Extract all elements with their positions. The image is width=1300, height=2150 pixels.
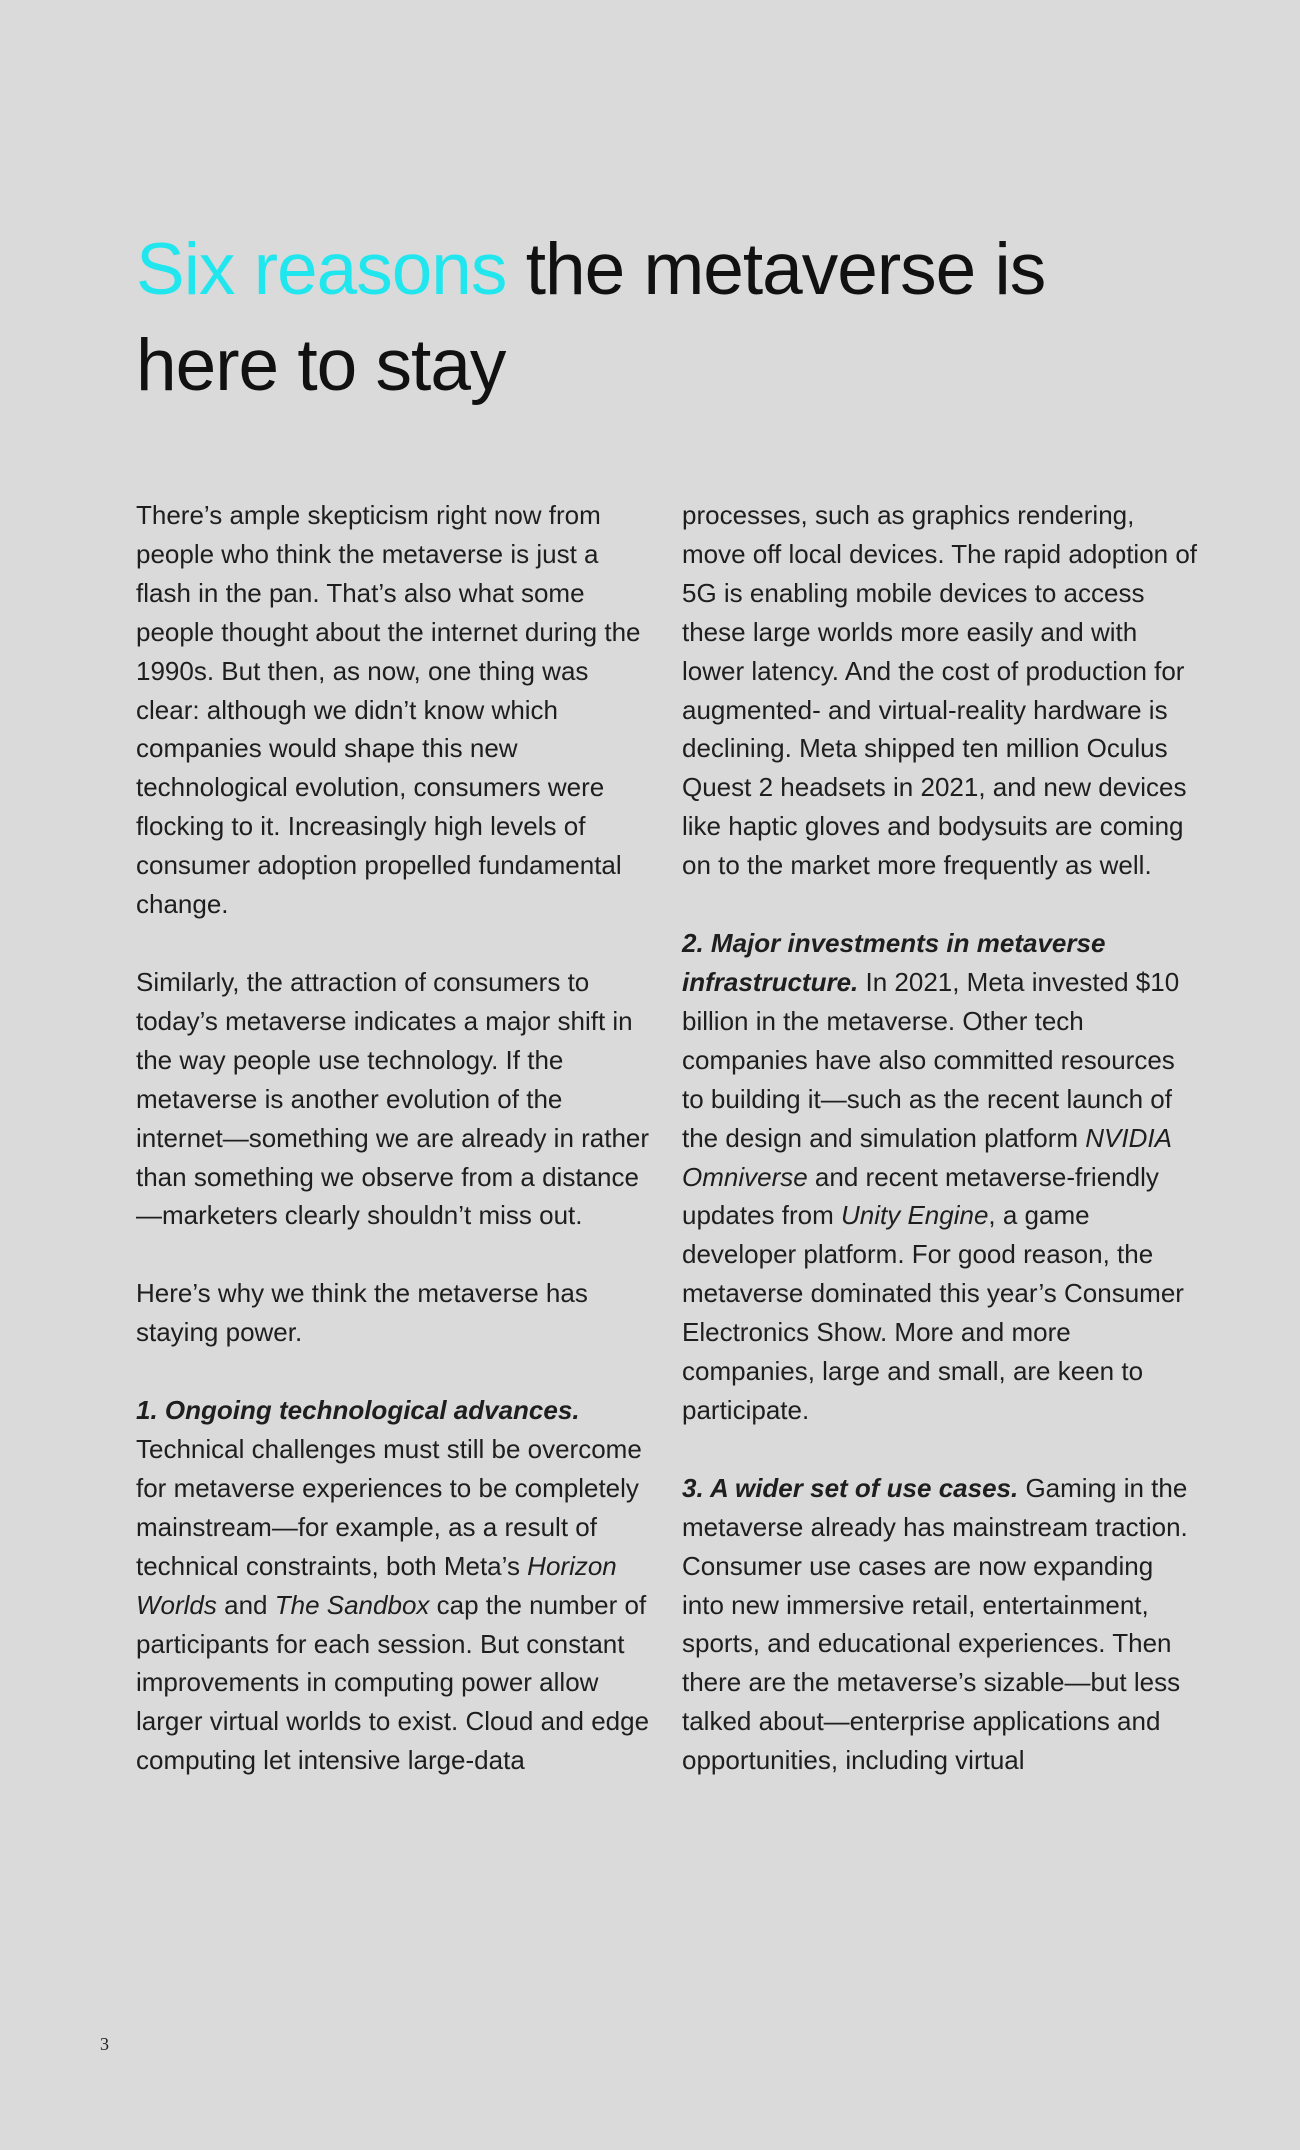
reason-1-text-c: cap the number of participants for each session. But constant improvements in computing power allow larger virtual worlds to exist. Cloud and edge computing let intensive large-data xyxy=(136,1589,650,1776)
continuation-paragraph: processes, such as graphics rendering, move off local devices. The rapid adoption of 5G is enabling mobile devices to access these large worlds more easily and with lower latency. And the cost of production for augmented- and virtual-reality hardware is declining. Meta shipped ten million Oculus Quest 2 headsets in 2021, and new devices like haptic gloves and bodysuits are coming on to the market more frequently as well. xyxy=(682,500,1198,881)
reason-2-text-c: , a game developer platform. For good reason, the metaverse dominated this year’s Consumer Electronics Show. More and more companies, large and small, are keen to participate. xyxy=(682,1200,1184,1425)
reason-2-text-b: and recent metaverse-friendly updates from xyxy=(682,1161,1159,1231)
intro-paragraph: There’s ample skepticism right now from people who think the metaverse is just a flash in the pan. That’s also what some people thought about the internet during the 1990s. But then, as now, one thing was clear: although we didn’t know which companies would shape this new technological evolution, consumers were flocking to it. Increasingly high levels of consumer adoption propelled fundamental change. xyxy=(136,500,641,920)
reason-1-text-b: and xyxy=(216,1589,275,1620)
reason-3-paragraph xyxy=(682,1469,1202,1780)
reason-2-text-a: In 2021, Meta invested $10 billion in the metaverse. Other tech companies have also committed resources to building it—such as the recent launch of the design and simulation platform xyxy=(682,966,1180,1153)
reason-1-italic-b: The Sandbox xyxy=(274,1589,430,1620)
reason-1-paragraph xyxy=(136,1391,656,1780)
reason-3-heading: 3. A wider set of use cases. xyxy=(682,1472,1019,1503)
reason-1-italic-a: Horizon Worlds xyxy=(136,1550,617,1620)
reason-2-italic-a: NVIDIA Omniverse xyxy=(682,1122,1171,1192)
reason-3-text: Gaming in the metaverse already has mainstream traction. Consumer use cases are now expanding into new immersive retail, entertainment, sports, and educational experiences. Then there are the metaverse’s sizable—but less talked about—enterprise applications and opportunities, including virtual xyxy=(682,1472,1188,1776)
title-rest: the metaverse is here to stay xyxy=(136,229,1046,406)
title-accent: Six reasons xyxy=(136,229,507,310)
reason-2-heading: 2. Major investments in metaverse infrastructure. xyxy=(682,928,1106,997)
right-column xyxy=(682,496,1202,1780)
page-number: 3 xyxy=(100,2034,109,2054)
reason-1-text-a: Technical challenges must still be overcome for metaverse experiences to be completely mainstream—for example, as a result of technical constraints, both Meta’s xyxy=(136,1434,642,1581)
staying-power-paragraph: Here’s why we think the metaverse has staying power. xyxy=(136,1278,588,1348)
reason-2-paragraph xyxy=(682,924,1202,1430)
reason-2-italic-b: Unity Engine xyxy=(840,1200,989,1231)
left-column xyxy=(136,496,656,1780)
similarly-paragraph: Similarly, the attraction of consumers to today’s metaverse indicates a major shift in the way people use technology. If the metaverse is another evolution of the internet—something we are already in rather than something we observe from a distance—marketers clearly shouldn’t miss out. xyxy=(136,966,650,1231)
reason-1-heading: 1. Ongoing technological advances. xyxy=(136,1395,580,1426)
page-title xyxy=(136,222,1136,414)
